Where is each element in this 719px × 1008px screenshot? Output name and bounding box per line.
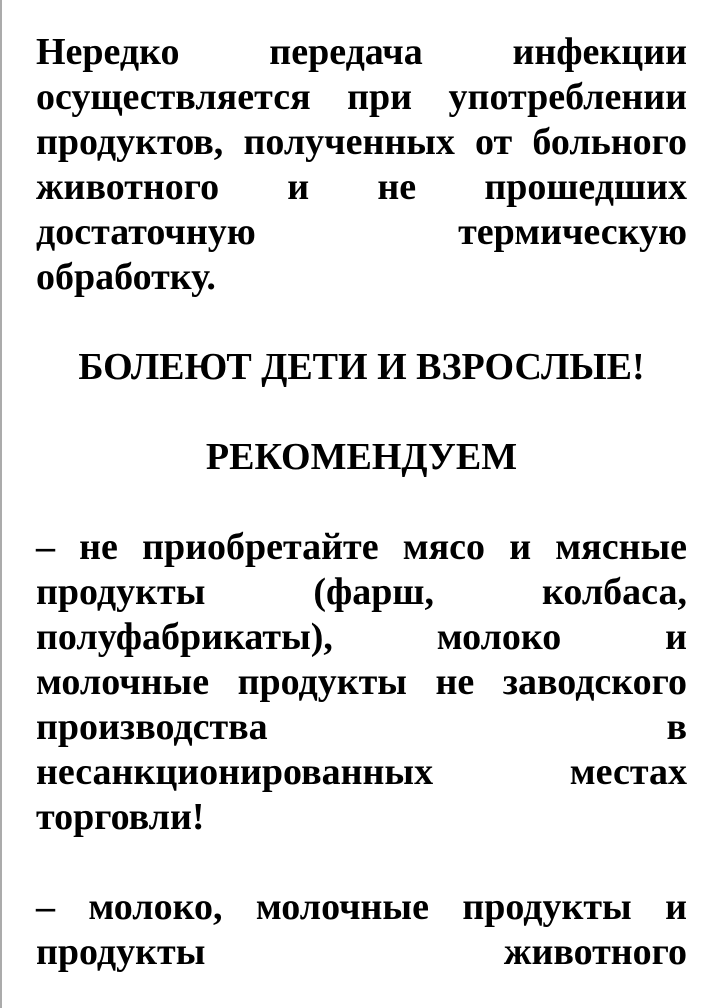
blank-line [36,390,687,435]
bullet-paragraph-milk-line-1: – молоко, молочные продукты и [36,886,687,928]
intro-paragraph-line-4: животного и не прошедших [36,166,687,208]
bullet-paragraph-meat-line-1: – не приобретайте мясо и мясные [36,526,687,568]
intro-paragraph-line-3: продуктов, полученных от больного [36,121,687,163]
bullet-paragraph-meat-line-4: молочные продукты не заводского [36,661,687,703]
heading-recommend: РЕКОМЕНДУЕМ [205,436,518,478]
bullet-paragraph-meat-line-3: полуфабрикаты), молоко и [36,616,687,658]
bullet-paragraph-meat-line-7: торговли! [36,796,205,838]
intro-paragraph-line-1: Нередко передача инфекции [36,31,687,73]
blank-line [36,480,687,525]
intro-paragraph [36,30,687,300]
blank-line [36,300,687,345]
bullet-paragraph-meat-line-6: несанкционированных местах [36,751,687,793]
intro-paragraph-line-5: достаточную термическую [36,211,687,253]
bullet-paragraph-meat-line-5: производства в [36,706,687,748]
bullet-paragraph-meat [36,525,687,840]
bullet-paragraph-milk-line-2: продукты животного [36,931,687,973]
intro-paragraph-line-2: осуществляется при употреблении [36,76,687,118]
bullet-paragraph-meat-line-2: продукты (фарш, колбаса, [36,571,687,613]
blank-line [36,840,687,885]
heading-affected-children-adults: БОЛЕЮТ ДЕТИ И ВЗРОСЛЫЕ! [78,346,645,388]
intro-paragraph-line-6: обработку. [36,256,216,298]
bullet-paragraph-milk [36,885,687,975]
page-left-edge-line [0,0,2,1008]
